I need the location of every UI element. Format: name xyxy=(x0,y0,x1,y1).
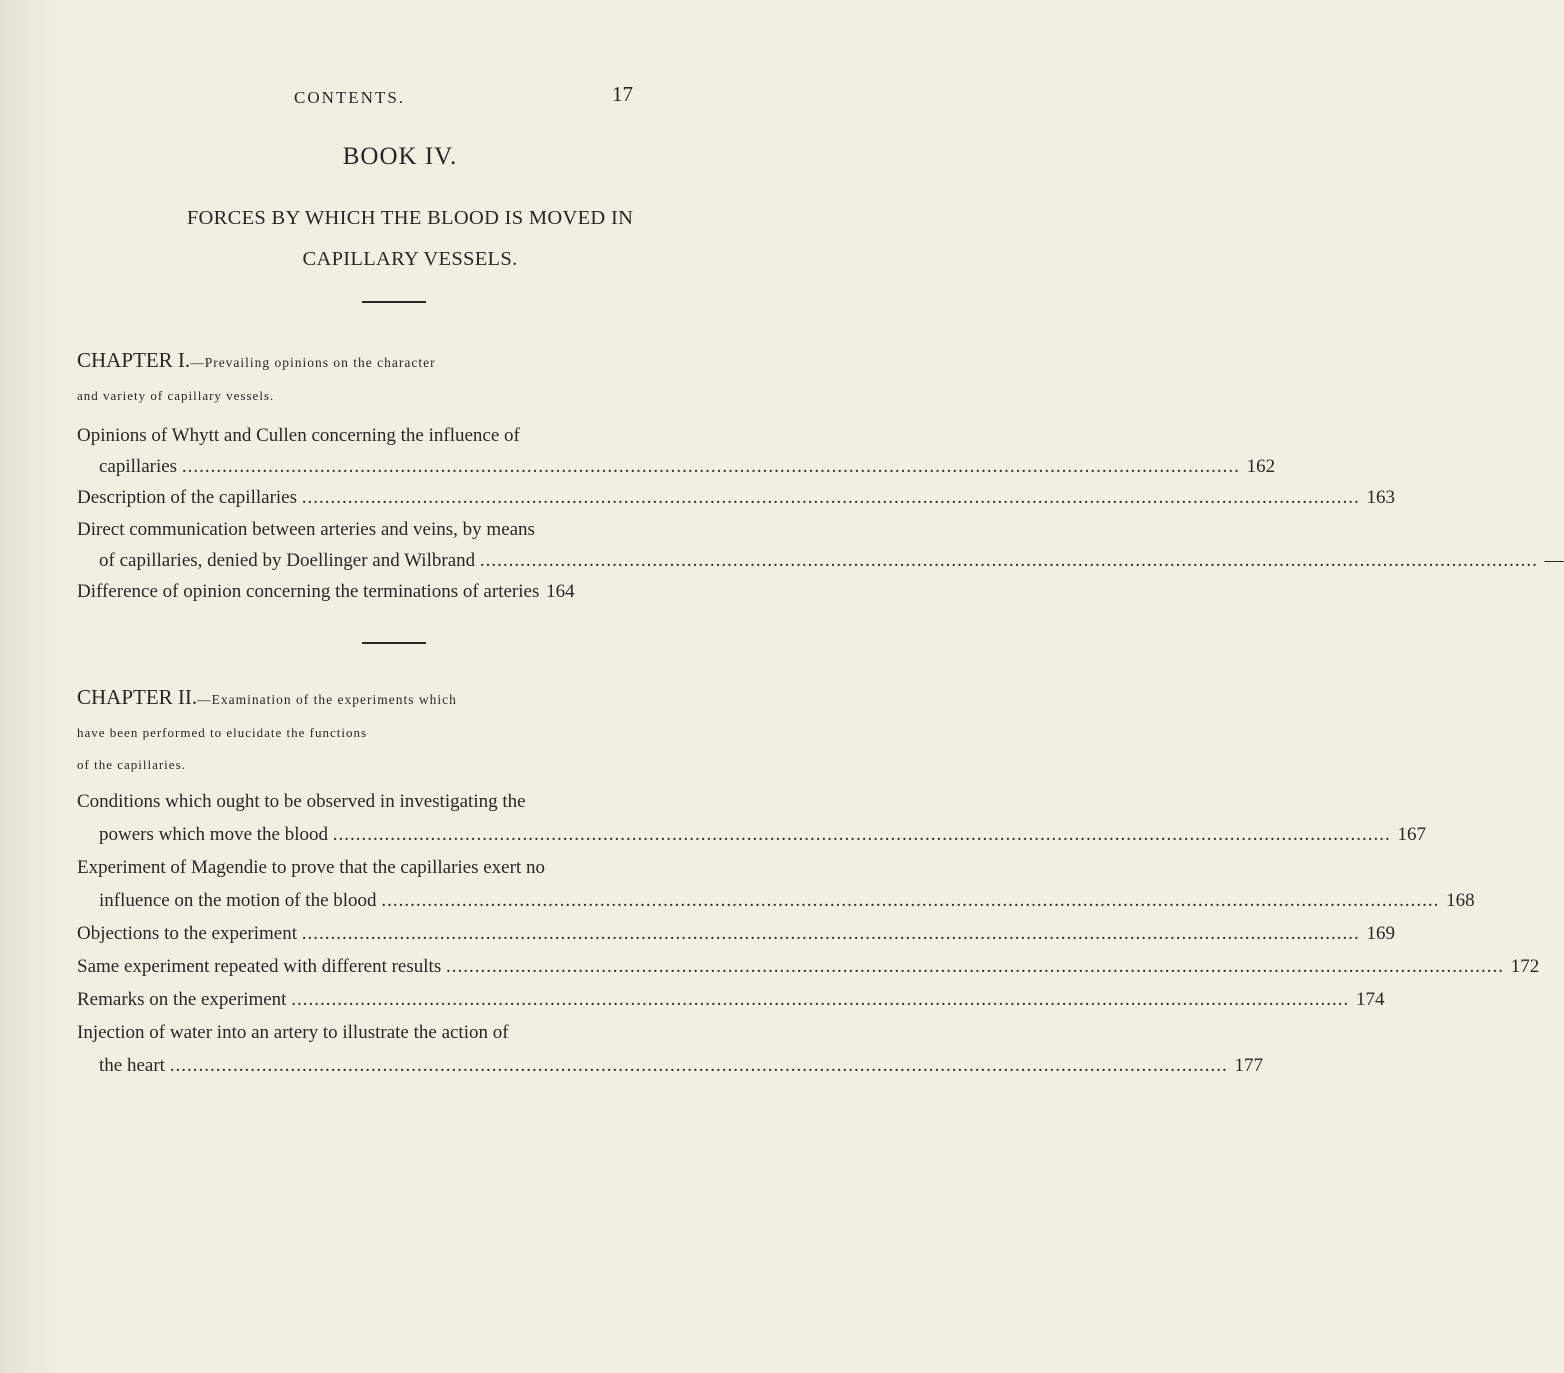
entry-text-line: Direct communication between arteries and veins, by means xyxy=(77,519,535,540)
dot-leader xyxy=(446,956,1504,977)
toc-entry xyxy=(77,785,1427,851)
entry-page-number: 162 xyxy=(1246,456,1276,477)
entry-page-number: 164 xyxy=(546,581,575,602)
entry-leader-line xyxy=(77,818,1427,851)
book-subtitle xyxy=(130,198,690,280)
entry-leader-line xyxy=(77,884,1475,917)
entry-page-number: 177 xyxy=(1234,1055,1263,1076)
entry-page-number: 163 xyxy=(1366,487,1396,508)
chapter-1-heading xyxy=(77,343,637,412)
chapter-2-title-line-1: —Examination of the experiments which xyxy=(197,692,457,707)
chapter-1-title-line-2: and variety of capillary vessels. xyxy=(77,388,275,403)
toc-entry xyxy=(77,983,1385,1016)
dot-leader xyxy=(480,550,1538,571)
running-head xyxy=(0,82,800,112)
entry-leader-line xyxy=(77,482,1396,513)
entry-text-line: capillaries xyxy=(99,456,178,477)
dot-leader xyxy=(182,456,1240,477)
chapter-2-title-line-3: of the capillaries. xyxy=(77,757,186,772)
dot-leader xyxy=(302,923,1360,944)
toc-entry xyxy=(77,950,1540,983)
entry-text-line: Opinions of Whytt and Cullen concerning the influence of xyxy=(77,425,520,446)
toc-entry xyxy=(77,917,1396,950)
entry-text-line: Same experiment repeated with different results xyxy=(77,956,442,977)
section-divider xyxy=(362,642,426,644)
entry-text-line: the heart xyxy=(99,1055,165,1076)
entry-leader-line xyxy=(77,1049,1263,1082)
chapter-2-label: CHAPTER II. xyxy=(77,685,198,709)
entry-text-line: influence on the motion of the blood xyxy=(99,890,377,911)
toc-entry xyxy=(77,420,1276,482)
chapter-2-title-line-2: have been performed to elucidate the functions xyxy=(77,725,368,740)
entry-text-line: Experiment of Magendie to prove that the capillaries exert no xyxy=(77,857,545,878)
dot-leader xyxy=(333,824,1391,845)
toc-entry xyxy=(77,1016,1263,1082)
entry-leader-line xyxy=(77,917,1396,950)
entry-leader-line xyxy=(77,451,1276,482)
section-divider xyxy=(362,301,426,303)
entry-page-number: — xyxy=(1544,550,1564,571)
chapter-1-entries xyxy=(77,420,1564,608)
entry-page-number: 169 xyxy=(1366,923,1396,944)
book-title: BOOK IV. xyxy=(342,143,458,170)
running-head-title: CONTENTS. xyxy=(294,88,406,107)
entry-text-line: of capillaries, denied by Doellinger and Wilbrand xyxy=(99,550,476,571)
entry-leader-line xyxy=(77,576,597,607)
entry-text-line: Injection of water into an artery to illustrate the action of xyxy=(77,1022,509,1043)
entry-page-number: 168 xyxy=(1446,890,1475,911)
dot-leader xyxy=(302,487,1360,508)
toc-entry xyxy=(77,576,597,608)
entry-text-line: Description of the capillaries xyxy=(77,487,298,508)
toc-entry xyxy=(77,482,1396,514)
toc-entry xyxy=(77,851,1475,917)
entry-leader-line xyxy=(77,545,1564,576)
book-subtitle-line-2: CAPILLARY VESSELS. xyxy=(302,248,518,270)
dot-leader xyxy=(381,890,1439,911)
entry-text-line: Conditions which ought to be observed in investigating the xyxy=(77,791,526,812)
chapter-2-heading xyxy=(77,680,637,781)
chapter-2-entries xyxy=(77,785,1540,1082)
entry-text-line: powers which move the blood xyxy=(99,824,329,845)
dot-leader xyxy=(170,1055,1228,1076)
entry-text-line: Remarks on the experiment xyxy=(77,989,287,1010)
entry-page-number: 172 xyxy=(1510,956,1540,977)
dot-leader xyxy=(291,989,1349,1010)
toc-entry xyxy=(77,514,1564,576)
chapter-1-title-line-1: —Prevailing opinions on the character xyxy=(190,355,436,370)
entry-page-number: 167 xyxy=(1397,824,1427,845)
page-number: 17 xyxy=(612,82,633,106)
entry-text-line: Objections to the experiment xyxy=(77,923,298,944)
book-subtitle-line-1: FORCES BY WHICH THE BLOOD IS MOVED IN xyxy=(186,207,634,229)
entry-leader-line xyxy=(77,983,1385,1016)
entry-page-number: 174 xyxy=(1355,989,1385,1010)
entry-leader-line xyxy=(77,950,1540,983)
entry-text-line: Difference of opinion concerning the terminations of arteries xyxy=(77,581,540,602)
chapter-1-label: CHAPTER I. xyxy=(77,348,191,372)
